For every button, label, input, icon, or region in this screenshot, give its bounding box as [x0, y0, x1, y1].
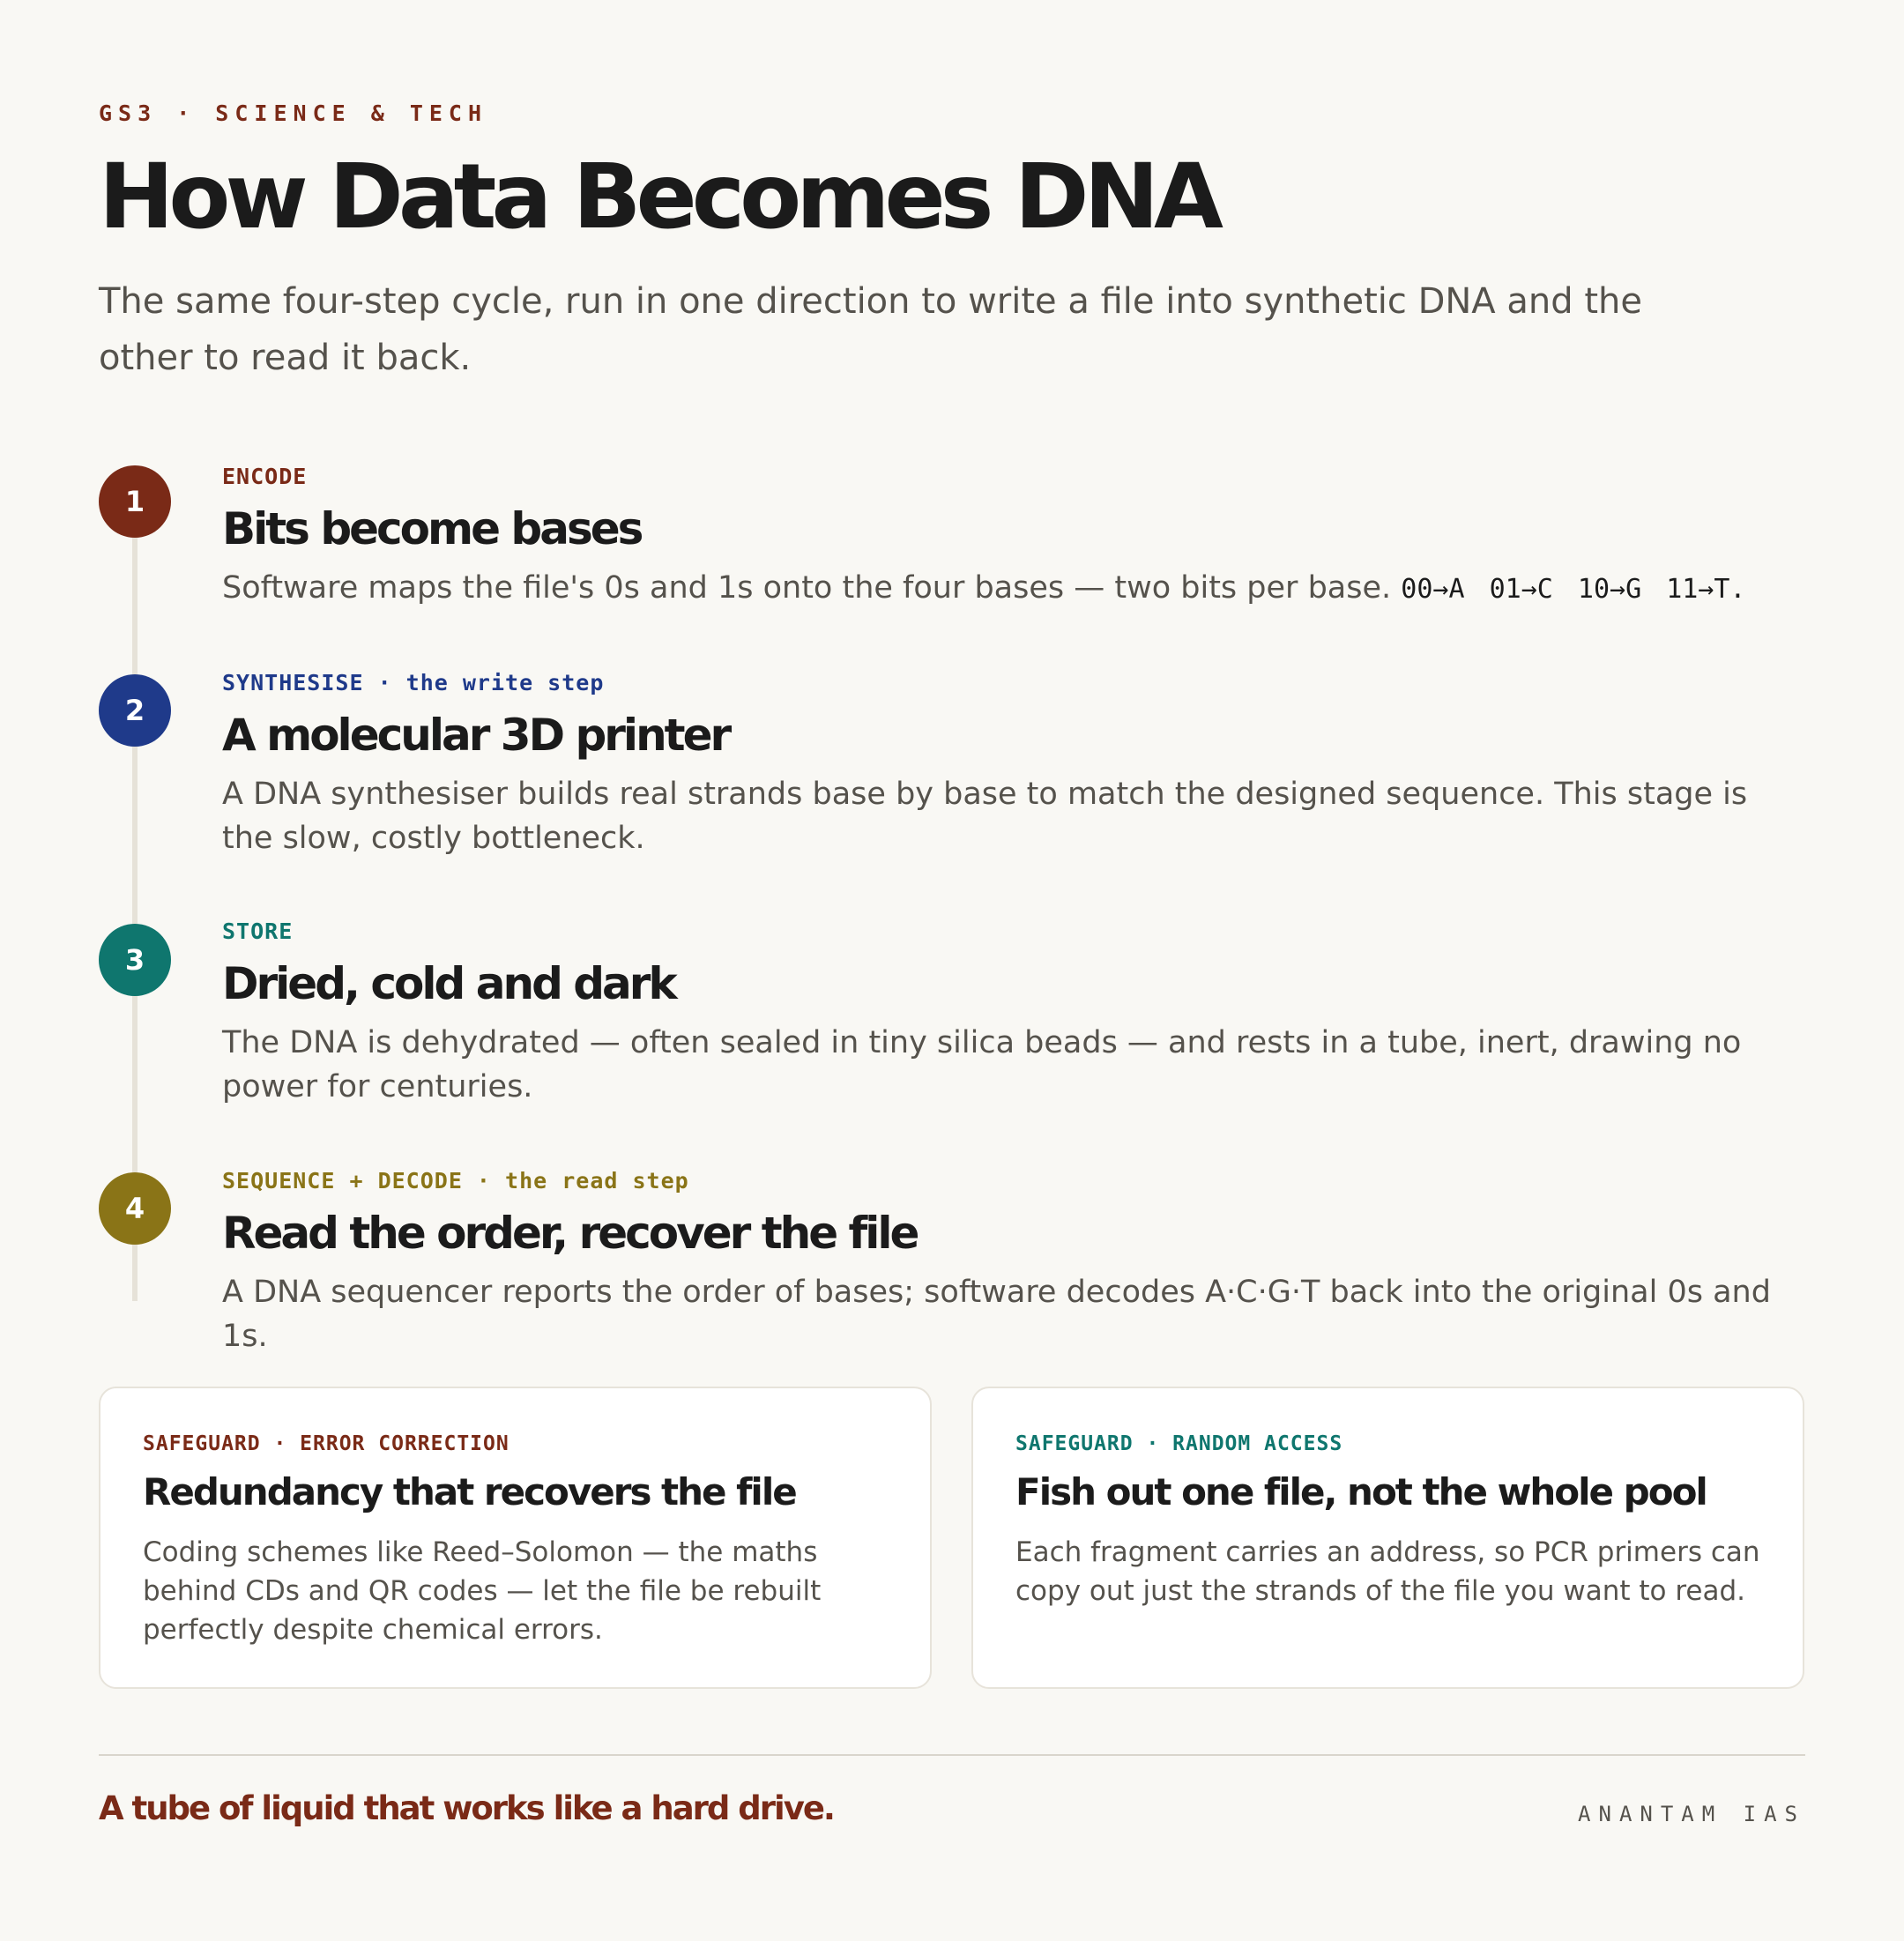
step-description: A DNA synthesiser builds real strands base by base to match the designed sequence. This stage is the slow, costly bottleneck.	[222, 777, 1748, 856]
step-label: STORE	[222, 918, 294, 944]
step-number-badge: 2	[99, 674, 171, 747]
step-label: SYNTHESISE · the write step	[222, 670, 605, 695]
step-label: SEQUENCE + DECODE · the read step	[222, 1168, 689, 1194]
card-title: Fish out one file, not the whole pool	[1015, 1470, 1707, 1513]
step-title: Read the order, recover the file	[222, 1208, 918, 1259]
step-body	[222, 918, 1805, 1109]
card-label: SAFEGUARD · ERROR CORRECTION	[143, 1432, 509, 1455]
card-description: Coding schemes like Reed–Solomon — the maths behind CDs and QR codes — let the file be rebuilt perfectly despite chemical errors.	[143, 1536, 822, 1646]
step-description: A DNA sequencer reports the order of bases; software decodes A·C·G·T back into the original 0s and 1s.	[222, 1275, 1771, 1354]
step-body	[222, 670, 1805, 860]
footer-divider	[99, 1754, 1805, 1756]
step-title: Dried, cold and dark	[222, 958, 675, 1009]
card-description: Each fragment carries an address, so PCR primers can copy out just the strands of the file you want to read.	[1015, 1536, 1760, 1607]
step-number-badge: 1	[99, 465, 171, 538]
step-description-text: Software maps the file's 0s and 1s onto the four bases — two bits per base.	[222, 570, 1392, 606]
step-description	[222, 566, 1805, 612]
footer-tagline: A tube of liquid that works like a hard drive.	[99, 1789, 834, 1827]
step-body	[222, 1168, 1805, 1358]
step-body	[222, 464, 1805, 612]
card-label: SAFEGUARD · RANDOM ACCESS	[1015, 1432, 1343, 1455]
page-subtitle: The same four-step cycle, run in one direction to write a file into synthetic DNA and the other to read it back.	[99, 281, 1642, 378]
step-label: ENCODE	[222, 464, 308, 489]
step-title: A molecular 3D printer	[222, 710, 730, 761]
step-number-badge: 3	[99, 924, 171, 996]
infographic	[99, 0, 1805, 1941]
card-error-correction	[99, 1387, 932, 1689]
page-title: How Data Becomes DNA	[99, 145, 1218, 249]
step-number-badge: 4	[99, 1172, 171, 1245]
step-description: The DNA is dehydrated — often sealed in tiny silica beads — and rests in a tube, inert, drawing no power for centuries.	[222, 1025, 1742, 1104]
card-title: Redundancy that recovers the file	[143, 1470, 796, 1513]
bit-base-mapping: 00→A 01→C 10→G 11→T.	[1401, 574, 1746, 605]
card-random-access	[971, 1387, 1804, 1689]
step-title: Bits become bases	[222, 503, 642, 554]
section-eyebrow: GS3 · SCIENCE & TECH	[99, 100, 488, 126]
brand-name: ANANTAM IAS	[1578, 1802, 1805, 1826]
